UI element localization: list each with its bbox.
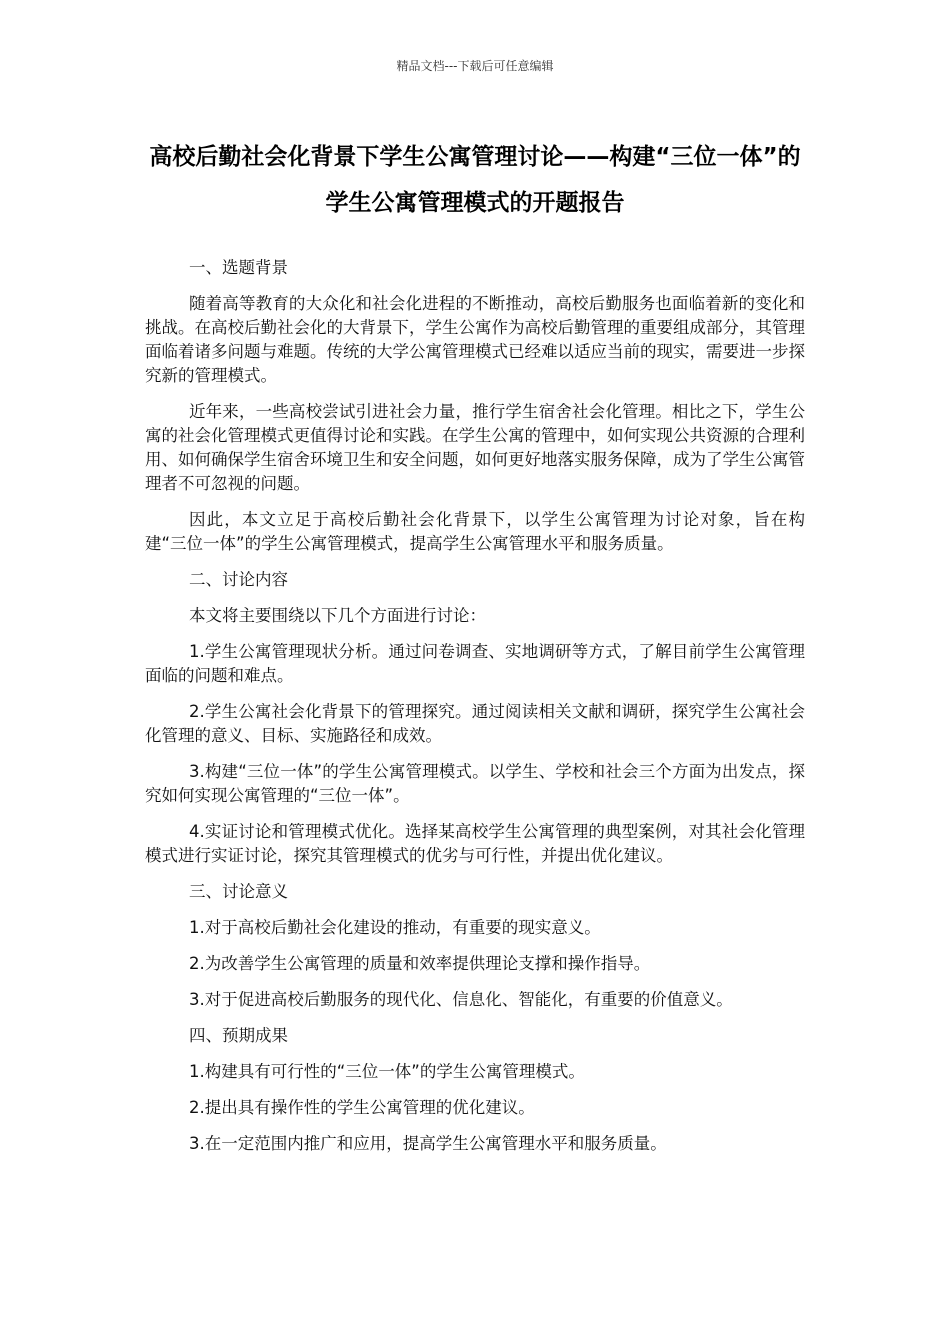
list-item: 2.提出具有操作性的学生公寓管理的优化建议。 (189, 1098, 535, 1117)
section-heading: 一、选题背景 (189, 258, 288, 277)
list-item: 3.在一定范围内推广和应用，提高学生公寓管理水平和服务质量。 (189, 1134, 667, 1153)
page-header: 精品文档---下载后可任意编辑 (396, 59, 554, 73)
section-heading: 四、预期成果 (189, 1026, 288, 1045)
list-item: 1.对于高校后勤社会化建设的推动，有重要的现实意义。 (189, 918, 601, 937)
body-paragraph: 随着高等教育的大众化和社会化进程的不断推动，高校后勤服务也面临着新的变化和挑战。在高校后勤社会化的大背景下，学生公寓作为高校后勤管理的重要组成部分，其管理面临着诸多问题与难题。传统的大学公寓管理模式已经难以适应当前的现实，需要进一步探究新的管理模式。 (145, 294, 805, 385)
list-item: 1.学生公寓管理现状分析。通过问卷调查、实地调研等方式，了解目前学生公寓管理面临的问题和难点。 (145, 642, 805, 685)
list-item: 2.学生公寓社会化背景下的管理探究。通过阅读相关文献和调研，探究学生公寓社会化管理的意义、目标、实施路径和成效。 (145, 702, 805, 745)
body-paragraph: 本文将主要围绕以下几个方面进行讨论： (189, 606, 486, 625)
list-item: 1.构建具有可行性的“三位一体”的学生公寓管理模式。 (189, 1062, 585, 1081)
document-title: 高校后勤社会化背景下学生公寓管理讨论——构建“三位一体”的学生公寓管理模式的开题报告 (149, 144, 801, 216)
body-paragraph: 近年来，一些高校尝试引进社会力量，推行学生宿舍社会化管理。相比之下，学生公寓的社会化管理模式更值得讨论和实践。在学生公寓的管理中，如何实现公共资源的合理利用、如何确保学生宿舍环境卫生和安全问题，如何更好地落实服务保障，成为了学生公寓管理者不可忽视的问题。 (145, 402, 805, 493)
list-item: 3.构建“三位一体”的学生公寓管理模式。以学生、学校和社会三个方面为出发点，探究如何实现公寓管理的“三位一体”。 (145, 762, 805, 805)
list-item: 3.对于促进高校后勤服务的现代化、信息化、智能化，有重要的价值意义。 (189, 990, 733, 1009)
list-item: 2.为改善学生公寓管理的质量和效率提供理论支撑和操作指导。 (189, 954, 651, 973)
body-paragraph: 因此，本文立足于高校后勤社会化背景下，以学生公寓管理为讨论对象，旨在构建“三位一体”的学生公寓管理模式，提高学生公寓管理水平和服务质量。 (145, 510, 805, 553)
list-item: 4.实证讨论和管理模式优化。选择某高校学生公寓管理的典型案例，对其社会化管理模式进行实证讨论，探究其管理模式的优劣与可行性，并提出优化建议。 (145, 822, 805, 865)
document-body (145, 256, 805, 1168)
section-heading: 二、讨论内容 (189, 570, 288, 589)
section-heading: 三、讨论意义 (189, 882, 288, 901)
